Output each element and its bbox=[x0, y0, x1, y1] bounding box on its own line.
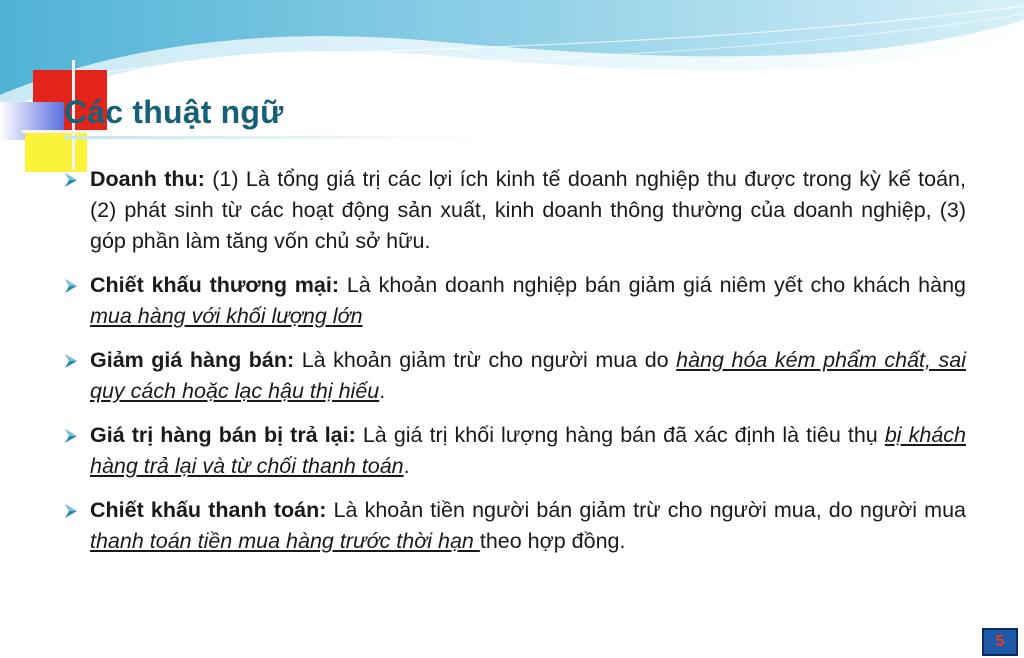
arrow-bullet-icon bbox=[62, 427, 80, 445]
title-underline-decoration bbox=[64, 136, 484, 139]
arrow-bullet-icon bbox=[62, 352, 80, 370]
list-item bbox=[62, 495, 966, 557]
term-label: Chiết khấu thanh toán: bbox=[90, 498, 327, 522]
term-tail: . bbox=[403, 454, 410, 478]
terms-list bbox=[62, 164, 966, 570]
arrow-bullet-icon bbox=[62, 502, 80, 520]
list-item bbox=[62, 420, 966, 482]
term-definition: Là khoản doanh nghiệp bán giảm giá niêm yết cho khách hàng bbox=[339, 273, 966, 297]
list-item bbox=[62, 270, 966, 332]
arrow-bullet-icon bbox=[62, 277, 80, 295]
slide-title: Các thuật ngữ bbox=[64, 94, 284, 130]
list-item bbox=[62, 345, 966, 407]
term-definition: Là khoản tiền người bán giảm trừ cho người mua, do người mua bbox=[326, 498, 966, 522]
term-emphasis: hàng hóa kém phẩm chất, sai quy cách hoặc lạc hậu thị hiếu bbox=[90, 348, 967, 403]
arrow-bullet-icon bbox=[62, 171, 80, 189]
term-label: Giảm giá hàng bán: bbox=[90, 348, 295, 372]
term-tail: theo hợp đồng. bbox=[479, 529, 626, 553]
term-tail: . bbox=[379, 379, 386, 403]
term-definition: (1) Là tổng giá trị các lợi ích kinh tế doanh nghiệp thu được trong kỳ kế toán, (2) phát sinh từ các hoạt động sản xuất, kinh doanh thông thường của doanh nghiệp, (3) góp phần làm tăng vốn chủ sở hữu. bbox=[90, 167, 966, 253]
term-definition: Là khoản giảm trừ cho người mua do bbox=[294, 348, 677, 372]
term-label: Doanh thu: bbox=[90, 167, 205, 191]
term-definition: Là giá trị khối lượng hàng bán đã xác định là tiêu thụ bbox=[355, 423, 885, 447]
term-label: Giá trị hàng bán bị trả lại: bbox=[90, 423, 356, 447]
list-item bbox=[62, 164, 966, 257]
term-emphasis: bị khách hàng trả lại và từ chối thanh toán bbox=[90, 423, 966, 478]
page-number-badge: 5 bbox=[982, 628, 1018, 656]
term-emphasis: mua hàng với khối lượng lớn bbox=[90, 304, 363, 328]
term-label: Chiết khấu thương mại: bbox=[90, 273, 340, 297]
term-emphasis: thanh toán tiền mua hàng trước thời hạn bbox=[90, 529, 480, 553]
